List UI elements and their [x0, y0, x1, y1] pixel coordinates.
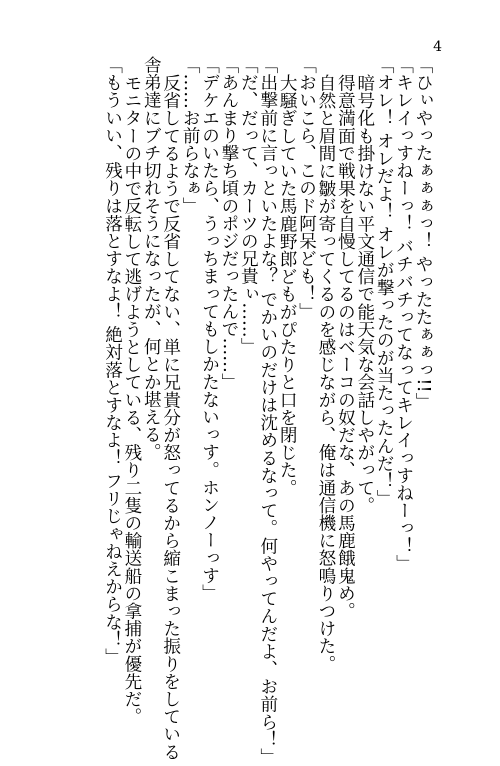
text-line: 大騒ぎしていた馬鹿野郎どもがぴたりと口を閉じた。 [277, 73, 298, 496]
text-line: 「ひぃやったぁぁぁっ！ やったたぁぁっ!!」 [413, 56, 433, 411]
text-line: 「デケエのいたら、うっちまってもしかたないっす。ホンノーっす」 [199, 56, 220, 602]
text-line: 「おいこら、このド阿呆ども！」 [296, 56, 317, 320]
text-line: 「キレイっすねーっ！ バチバチってなってキレイっすねーっ！」 [393, 56, 414, 572]
text-line: 「もういい、残りは落とすなよ！ 絶対落とすなよ！ フリじゃねえからな！」 [102, 56, 123, 666]
text-line: 舎弟達にブチ切れそうになったが、何とか堪える。 [141, 56, 162, 461]
text-line: 暗号化も掛けない平文通信で能天気な会話しやがって。 [354, 73, 375, 514]
text-line: 「だ、だって、カーツの兄貴ぃ……」 [238, 56, 259, 356]
text-line: 「あんまり撃ち頃のポジだったんで……」 [218, 56, 239, 391]
text-line: 「出撃前に言っといたよな？ でかいのだけは沈めるなって。何やってんだよ、お前ら！」 [257, 56, 278, 766]
text-line: 得意満面で戦果を自慢してるのはベーコの奴だな、あの馬鹿餓鬼め。 [335, 73, 356, 620]
page-number: 4 [433, 39, 442, 55]
text-line: 「オレ！ オレだよ！ オレが撃ったのが当たったんだ！」 [374, 56, 395, 508]
text-line: 反省してるようで反省してない、単に兄貴分が怒ってるから縮こまった振りをしている [160, 73, 181, 760]
text-line: 自然と眉間に皺が寄ってくるのを感じながら、俺は通信機に怒鳴りつけた。 [315, 73, 336, 672]
text-line: モニターの中で反転して逃げようとしている、残り二隻の輸送船の拿捕が優先だ。 [121, 73, 142, 725]
vertical-body-text [102, 56, 433, 766]
text-line: 「……お前らなぁ」 [180, 56, 201, 215]
